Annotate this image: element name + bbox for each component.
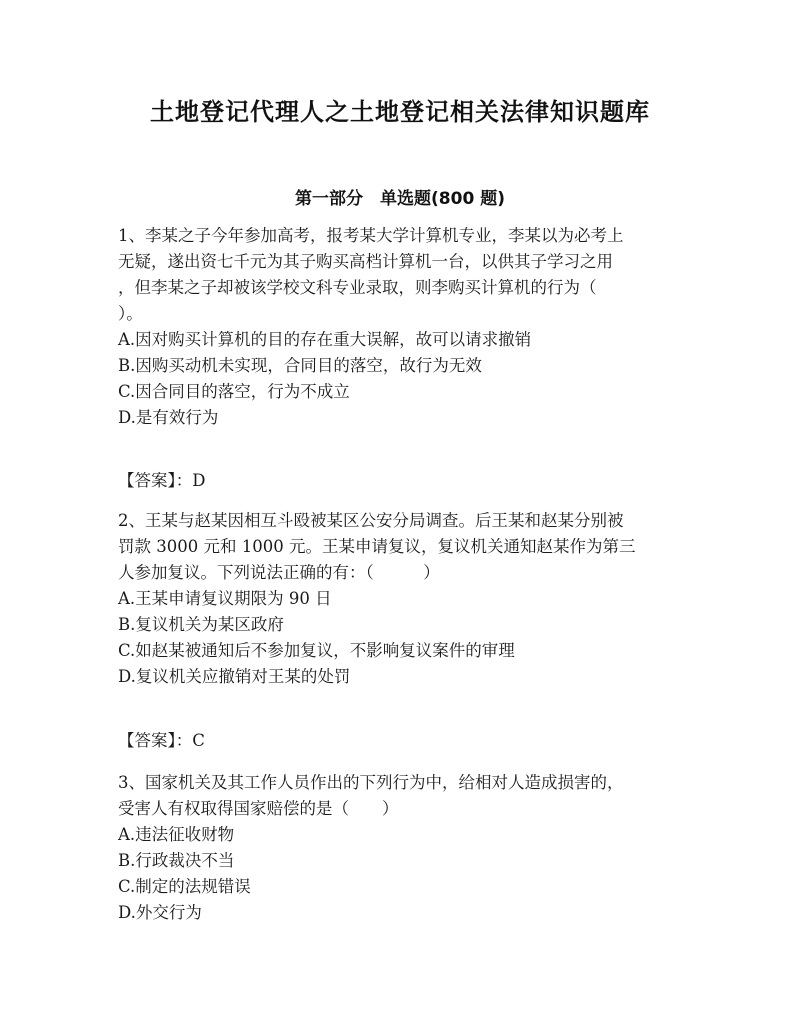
answer-1: 【答案】：D [118,471,206,490]
question-stem-line: ，但李某之子却被该学校文科专业录取，则李购买计算机的行为（ [118,278,597,297]
question-stem-line: 人参加复议。下列说法正确的有：（ ） [118,563,440,582]
question-stem-line: 受害人有权取得国家赔偿的是（ ） [118,799,399,818]
option-c: C.制定的法规错误 [118,877,251,896]
answer-2: 【答案】：C [118,731,205,750]
option-b: B.复议机关为某区政府 [118,615,284,634]
option-b: B.行政裁决不当 [118,851,235,870]
option-c: C.如赵某被通知后不参加复议，不影响复议案件的审理 [118,641,515,660]
question-stem-line: 无疑，遂出资七千元为其子购买高档计算机一台，以供其子学习之用 [118,252,613,271]
option-d: D.是有效行为 [118,408,219,427]
question-stem-line: 3、国家机关及其工作人员作出的下列行为中，给相对人造成损害的， [118,773,624,792]
question-1 [118,223,683,431]
option-c: C.因合同目的落空，行为不成立 [118,382,350,401]
option-b: B.因购买动机未实现，合同目的落空，故行为无效 [118,356,482,375]
question-stem-line: ）。 [118,304,143,323]
question-stem-line: 1、李某之子今年参加高考，报考某大学计算机专业，李某以为必考上 [118,226,624,245]
question-2 [118,508,683,690]
option-a: A.王某申请复议期限为 90 日 [118,589,332,608]
question-stem-line: 罚款 3000 元和 1000 元。王某申请复议，复议机关通知赵某作为第三 [118,537,636,556]
section-heading: 第一部分 单选题(800 题) [295,189,505,209]
option-a: A.因对购买计算机的目的存在重大误解，故可以请求撤销 [118,330,532,349]
question-stem-line: 2、王某与赵某因相互斗殴被某区公安分局调查。后王某和赵某分别被 [118,511,624,530]
option-d: D.外交行为 [118,903,202,922]
document-title: 土地登记代理人之土地登记相关法律知识题库 [150,98,650,126]
question-3 [118,770,683,926]
option-a: A.违法征收财物 [118,825,235,844]
option-d: D.复议机关应撤销对王某的处罚 [118,667,351,686]
